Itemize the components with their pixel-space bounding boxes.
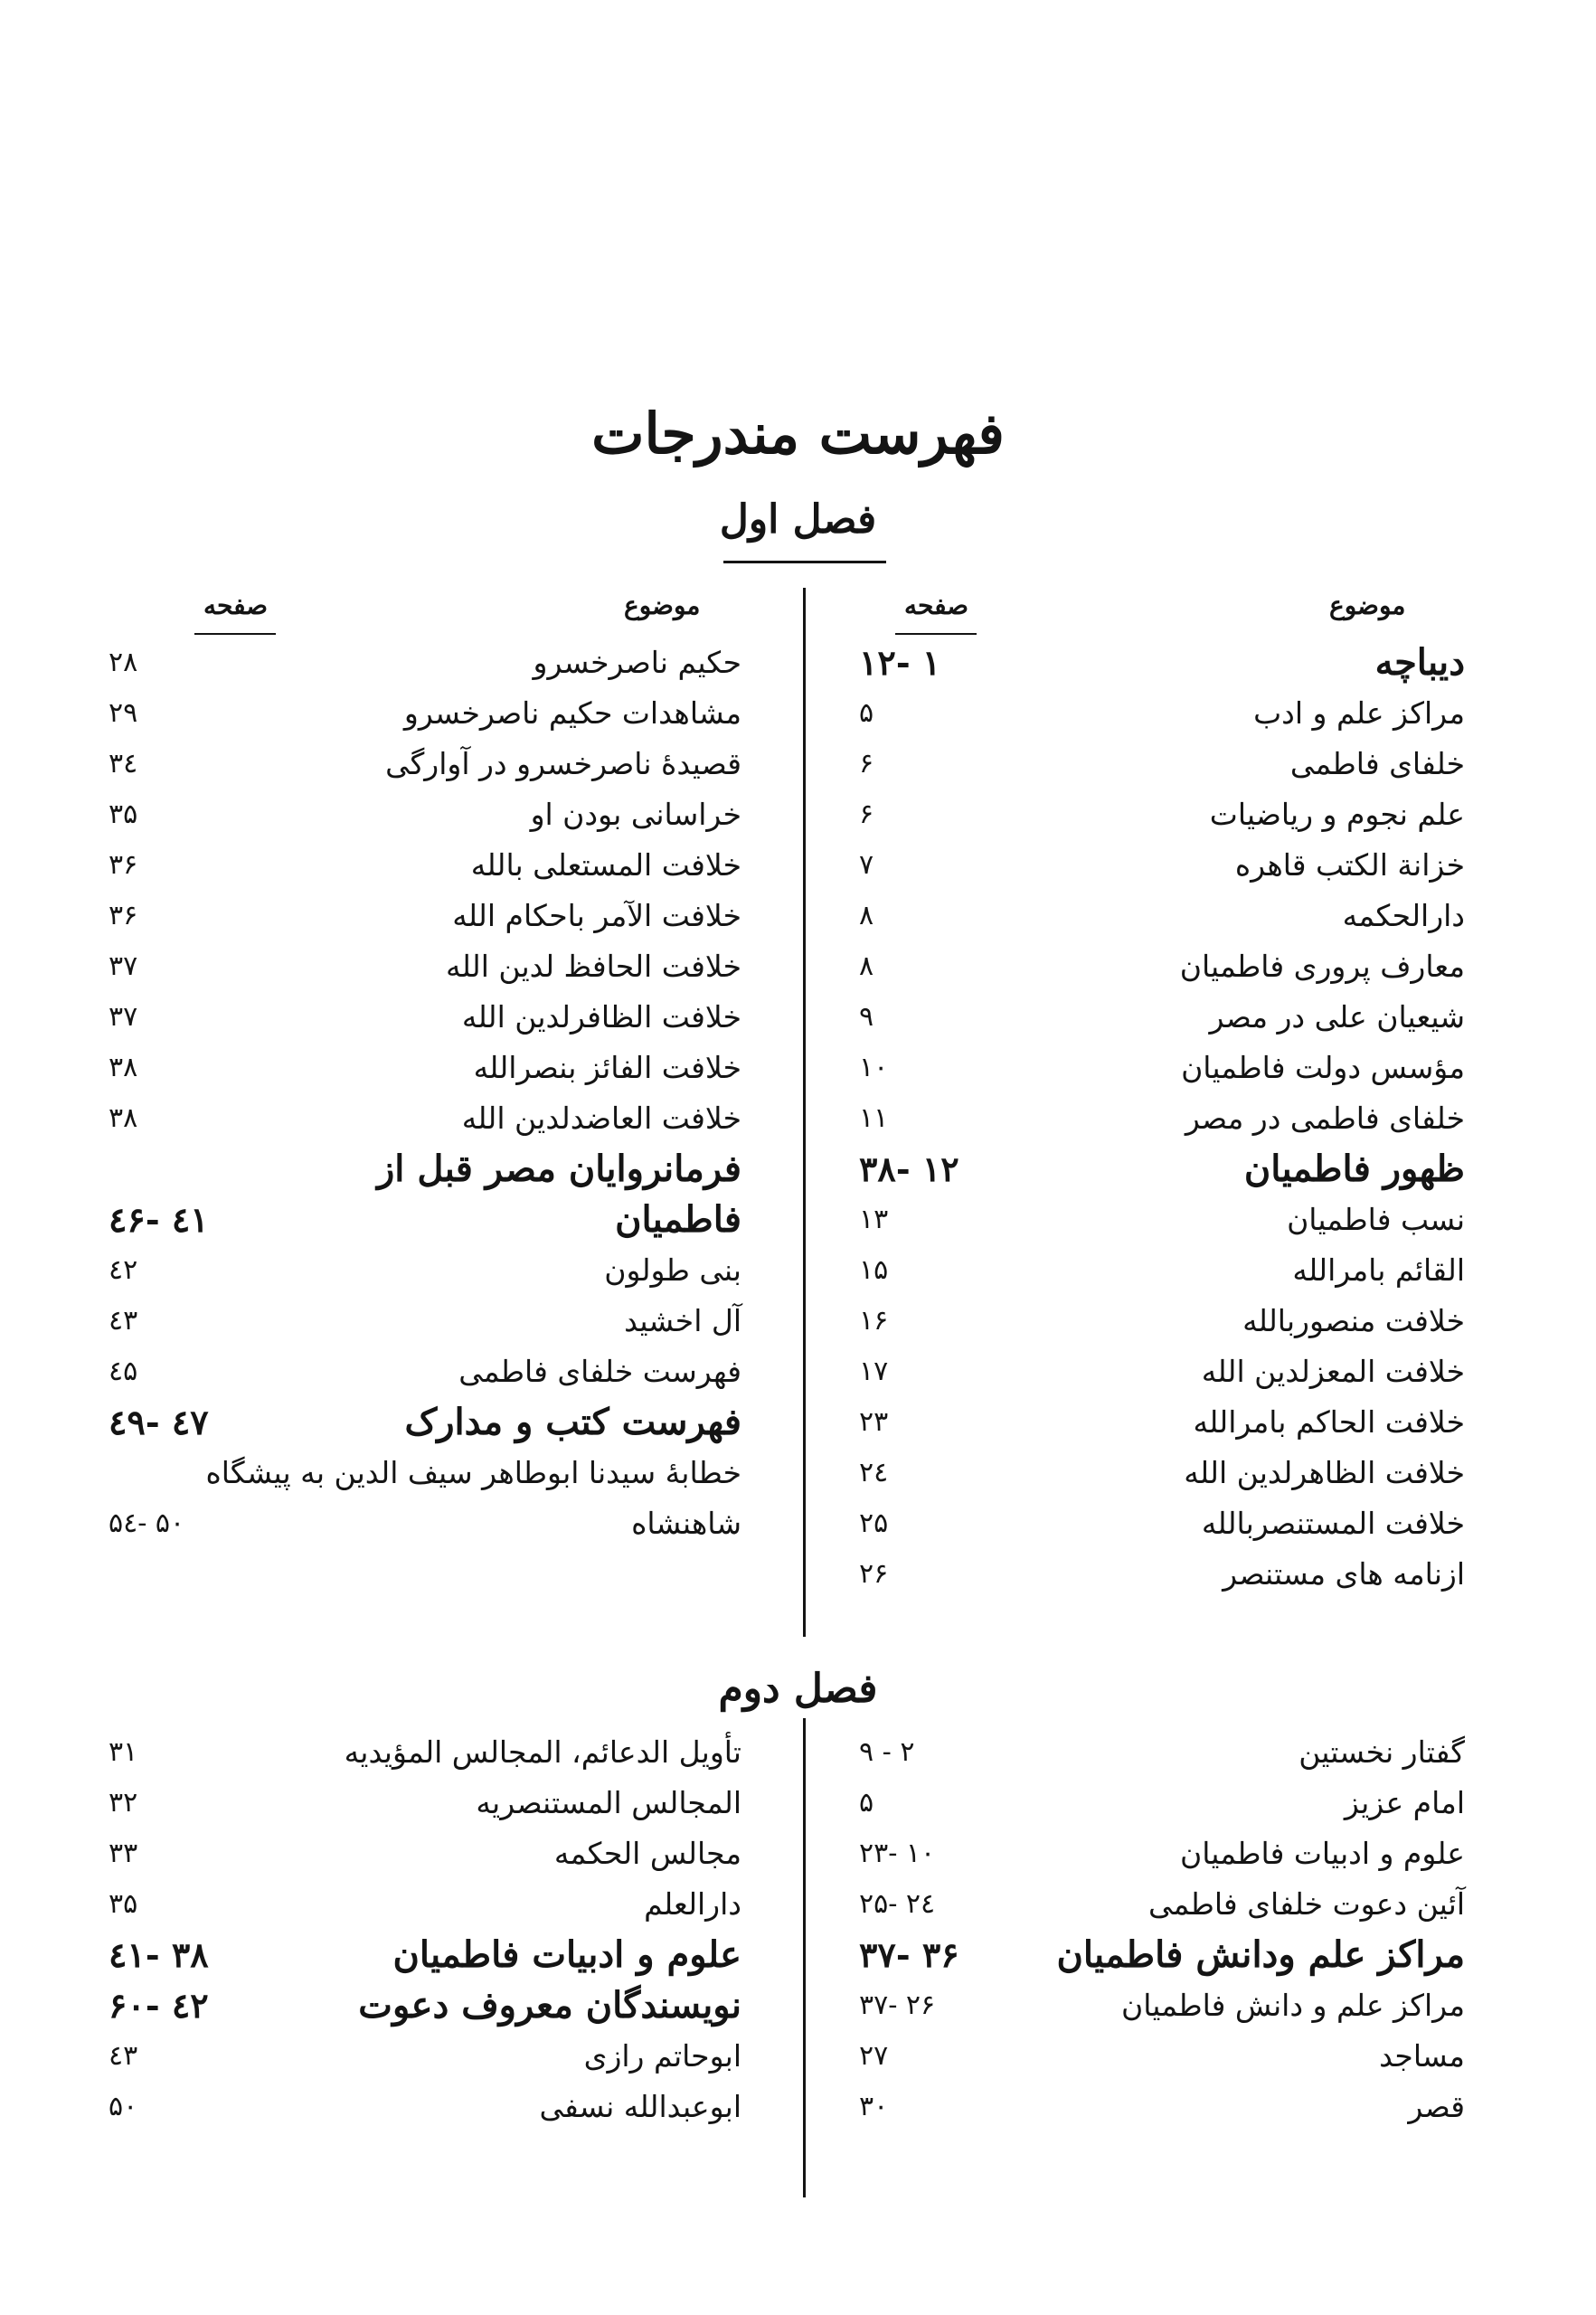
section-1-left-entry (109, 1144, 741, 1195)
section-1-left-entry-topic: فرمانروایان مصر قبل از (376, 1148, 741, 1190)
section-2-left-entry-pages: ۳۵ (109, 1888, 138, 1920)
section-1-left-entry (109, 638, 741, 688)
section-1-left-entry-pages: ٤۱ -٤۶ (109, 1199, 209, 1240)
section-1-left-entry-topic: فهرست خلفای فاطمی (458, 1354, 741, 1389)
section-1-left-entry (109, 789, 741, 840)
section-1-right-entry-topic: خلافت الحاکم بامرالله (1193, 1404, 1465, 1440)
section-2-right-entry-pages: ۲۷ (859, 2040, 889, 2072)
section-2-left-entry-pages: ۳۲ (109, 1787, 138, 1819)
section-1-right-entry-topic: مؤسس دولت فاطمیان (1181, 1050, 1465, 1085)
section-2-right-entry-pages: ۳۰ (859, 2091, 889, 2122)
section-1-left-entry (109, 1093, 741, 1144)
section-1-left-entry-topic: خلافت الظافرلدین الله (461, 999, 741, 1035)
section-2-right-entry (859, 1930, 1465, 1980)
section-1-left-entry-topic: فهرست کتب و مدارک (404, 1401, 741, 1443)
page-title: فهرست مندرجات (591, 401, 1005, 467)
section-1-left-entry-pages: ۳۸ (109, 1102, 138, 1134)
section-1-left-entry (109, 739, 741, 789)
section-1-right-entry-topic: خزانة الکتب قاهره (1234, 847, 1465, 883)
section-1-left-entry (109, 1296, 741, 1346)
section-1-right-entry-pages: ۱۲ -۳۸ (859, 1148, 959, 1189)
section-1-left-entry-topic: خلافت الفائز بنصرالله (473, 1050, 741, 1085)
column-divider-2 (803, 1718, 806, 2197)
right-page-header: صفحه (904, 591, 969, 620)
section-1-right-entry-pages: ۲٤ (859, 1457, 889, 1488)
section-1-right-entry-pages: ۲۶ (859, 1558, 889, 1590)
section-2-left-entry-topic: تأویل الدعائم، المجالس المؤیدیه (344, 1734, 741, 1770)
section-1-right-entry (859, 1296, 1465, 1346)
section-1-right-entry-pages: ۵ (859, 697, 874, 729)
section-2-right-entry-pages: ۲ - ۹ (859, 1736, 915, 1768)
section-1-left-entry-topic: حکیم ناصرخسرو (533, 645, 741, 680)
section-2-left-entry-topic: المجالس المستنصریه (476, 1785, 741, 1820)
left-page-header: صفحه (203, 591, 269, 620)
section-2-left-entry-pages: ۵۰ (109, 2091, 138, 2122)
section-1-left-entry-pages: ۳۶ (109, 849, 138, 881)
right-topic-header: موضوع (1329, 591, 1406, 620)
section-1-right-entry-topic: ازنامه های مستنصر (1223, 1556, 1465, 1592)
section-1-left-entry (109, 891, 741, 941)
section-2-left-entry-topic: ابوعبدالله نسفی (539, 2089, 741, 2124)
section-1-right-entry-topic: دیباچه (1374, 641, 1465, 684)
section-1-left-entry-topic: مشاهدات حکیم ناصرخسرو (403, 695, 741, 731)
section-1-left-entry-pages: ٤۷ -٤۹ (109, 1402, 209, 1442)
section-1-left-entry-pages: ٤۳ (109, 1305, 138, 1337)
section-1-left-entry-topic: خلافت العاضدلدین الله (461, 1101, 741, 1136)
section-1-underline (723, 561, 886, 563)
section-2-left-entry (109, 1879, 741, 1930)
section-2-left-entry-pages: ۳۳ (109, 1838, 138, 1869)
section-1-right-entry (859, 1195, 1465, 1245)
section-2-right-entry-topic: مراکز علم ودانش فاطمیان (1056, 1933, 1465, 1976)
section-2-left-entry-pages: ۳۱ (109, 1736, 138, 1768)
section-2-left-entry (109, 2082, 741, 2132)
left-topic-header: موضوع (624, 591, 701, 620)
section-1-left-entry-pages: ٤۲ (109, 1254, 138, 1286)
section-1-left-entry (109, 688, 741, 739)
section-2-left-entry (109, 1727, 741, 1778)
section-1-left-entry-pages: ۲۹ (109, 697, 138, 729)
section-1-right-entry-topic: خلافت المعزلدین الله (1201, 1354, 1465, 1389)
section-1-right-entry (859, 739, 1465, 789)
section-2-right-entry-pages: ۲۶ -۳۷ (859, 1989, 936, 2021)
section-1-right-entry-topic: القائم بامرالله (1292, 1252, 1465, 1288)
section-1-left-entry-topic: شاهنشاه (631, 1506, 741, 1541)
section-2-left-entry (109, 2031, 741, 2082)
section-1-right-entry-topic: خلفای فاطمی در مصر (1185, 1101, 1465, 1136)
section-1-right-entry-pages: ۱۶ (859, 1305, 889, 1337)
section-1-left-entry (109, 840, 741, 891)
section-1-left-entry-topic: خراسانی بودن او (530, 797, 741, 832)
section-1-right-entry-topic: دارالحکمه (1342, 898, 1465, 933)
section-1-right-entry-pages: ۱۱ (859, 1102, 889, 1134)
section-1-right-entry-pages: ۲۵ (859, 1507, 889, 1539)
section-1-left-entry (109, 1397, 741, 1448)
section-1-left-entry-topic: قصیدهٔ ناصرخسرو در آوارگی (385, 746, 741, 781)
section-1-right-entry (859, 789, 1465, 840)
section-1-left-entry (109, 1498, 741, 1549)
section-2-right-entry (859, 1879, 1465, 1930)
section-1-right-entry-topic: معارف پروری فاطمیان (1179, 949, 1465, 984)
section-1-right-entry-topic: ظهور فاطمیان (1243, 1148, 1465, 1190)
section-1-right-entry (859, 891, 1465, 941)
section-1-right-entry (859, 1498, 1465, 1549)
section-1-left-entry (109, 1346, 741, 1397)
section-1-right-entry-topic: شیعیان علی در مصر (1209, 999, 1465, 1035)
section-1-right-entry (859, 638, 1465, 688)
section-2-right-entry (859, 1828, 1465, 1879)
section-2-left-entry-topic: ابوحاتم رازی (583, 2038, 741, 2074)
section-1-left-entry (109, 1195, 741, 1245)
section-1-left-entry (109, 1448, 741, 1498)
section-1-left-entry-pages: ۳۶ (109, 900, 138, 931)
section-1-left-entry-topic: خلافت المستعلی بالله (470, 847, 741, 883)
section-1-right-entry-topic: علم نجوم و ریاضیات (1209, 797, 1465, 832)
section-1-left-entry-topic: فاطمیان (615, 1198, 741, 1241)
section-1-right-entry (859, 941, 1465, 992)
section-2-right-entry-pages: ۳۶ -۳۷ (859, 1934, 959, 1975)
section-1-right-entry-pages: ۹ (859, 1001, 874, 1033)
section-1-right-entry-pages: ۸ (859, 900, 874, 931)
section-1-left-entry-topic: خطابهٔ سیدنا ابوطاهر سیف الدین به پیشگاه (205, 1455, 741, 1490)
section-2-left-entry-pages: ٤۳ (109, 2040, 138, 2072)
section-1-left-entry-topic: آل اخشید (624, 1303, 741, 1338)
section-2-left-column (109, 1727, 741, 2132)
section-1-left-entry-pages: ۳۸ (109, 1052, 138, 1083)
section-1-right-entry-pages: ۱۳ (859, 1204, 889, 1235)
section-1-left-entry (109, 1245, 741, 1296)
section-1-left-entry-pages: ۳۷ (109, 1001, 138, 1033)
section-1-right-entry-topic: خلافت منصوربالله (1242, 1303, 1465, 1338)
section-2-left-entry-topic: نویسندگان معروف دعوت (358, 1984, 741, 2027)
section-1-right-column (859, 638, 1465, 1600)
section-1-right-entry-pages: ۲۳ (859, 1406, 889, 1438)
section-2-left-entry-topic: مجالس الحکمه (553, 1836, 741, 1871)
section-2-right-entry-topic: علوم و ادبیات فاطمیان (1179, 1836, 1465, 1871)
section-1-right-entry (859, 1093, 1465, 1144)
section-1-right-entry-pages: ۷ (859, 849, 874, 881)
section-1-left-entry-pages: ۳٤ (109, 748, 138, 780)
section-2-right-entry-topic: امام عزیز (1344, 1785, 1465, 1820)
section-1-right-entry (859, 1043, 1465, 1093)
section-2-left-entry (109, 1980, 741, 2031)
section-2-right-entry-topic: مراکز علم و دانش فاطمیان (1121, 1988, 1465, 2023)
section-1-right-entry-pages: ۱ -۱۲ (859, 642, 941, 683)
section-1-right-entry-pages: ۱۵ (859, 1254, 889, 1286)
section-1-left-entry-pages: ۲۸ (109, 647, 138, 678)
section-1-left-entry-pages: ٤۵ (109, 1356, 138, 1387)
section-1-left-entry (109, 992, 741, 1043)
section-1-right-entry-topic: خلافت المستنصربالله (1201, 1506, 1465, 1541)
section-1-left-entry-topic: خلافت الآمر باحکام الله (452, 898, 741, 933)
section-2-left-entry (109, 1778, 741, 1828)
section-2-right-entry (859, 1980, 1465, 2031)
section-1-right-entry (859, 688, 1465, 739)
section-1-left-entry-topic: بنی طولون (604, 1252, 741, 1288)
section-1-right-entry (859, 1245, 1465, 1296)
section-2-right-entry (859, 1727, 1465, 1778)
section-1-right-entry-pages: ۸ (859, 950, 874, 982)
section-2-left-entry-topic: دارالعلم (644, 1886, 741, 1922)
section-2-right-entry (859, 1778, 1465, 1828)
section-2-right-entry-pages: ۲٤ -۲۵ (859, 1888, 936, 1920)
section-1-right-entry (859, 840, 1465, 891)
section-1-right-entry-pages: ۱۰ (859, 1052, 889, 1083)
section-2-left-entry (109, 1930, 741, 1980)
section-1-right-entry (859, 1144, 1465, 1195)
section-1-right-entry-topic: خلفای فاطمی (1289, 746, 1465, 781)
section-2-right-entry-topic: مساجد (1379, 2038, 1465, 2074)
section-2-left-entry-pages: ۳۸ -٤۱ (109, 1934, 209, 1975)
section-1-left-entry-pages: ۳۵ (109, 798, 138, 830)
section-2-left-entry (109, 1828, 741, 1879)
section-2-right-entry (859, 2082, 1465, 2132)
section-1-left-column (109, 638, 741, 1549)
section-2-right-entry-topic: گفتار نخستین (1299, 1734, 1465, 1770)
section-2-heading: فصل دوم (718, 1666, 878, 1712)
section-1-right-entry-pages: ۶ (859, 798, 874, 830)
section-2-right-entry-pages: ۱۰ -۲۳ (859, 1838, 936, 1869)
section-1-right-entry (859, 1448, 1465, 1498)
section-1-left-entry (109, 941, 741, 992)
section-2-left-entry-topic: علوم و ادبیات فاطمیان (392, 1933, 741, 1976)
section-1-right-entry-topic: مراکز علم و ادب (1253, 695, 1465, 731)
section-1-right-entry (859, 992, 1465, 1043)
section-2-right-entry-pages: ۵ (859, 1787, 874, 1819)
section-1-right-entry (859, 1346, 1465, 1397)
section-1-right-entry-topic: نسب فاطمیان (1287, 1202, 1465, 1237)
section-1-right-entry-pages: ۶ (859, 748, 874, 780)
section-2-right-entry-topic: قصر (1408, 2089, 1465, 2124)
section-2-left-entry-pages: ٤۲ -۶۰ (109, 1985, 209, 2026)
section-2-right-entry-topic: آئین دعوت خلفای فاطمی (1148, 1886, 1465, 1922)
section-1-right-entry (859, 1549, 1465, 1600)
column-divider-1 (803, 588, 806, 1637)
section-1-right-entry-topic: خلافت الظاهرلدین الله (1184, 1455, 1465, 1490)
section-1-right-entry-pages: ۱۷ (859, 1356, 889, 1387)
section-1-left-entry (109, 1043, 741, 1093)
section-2-right-column (859, 1727, 1465, 2132)
right-header-rule (895, 633, 977, 635)
section-1-left-entry-pages: ۵۰ -۵٤ (109, 1507, 185, 1539)
section-1-heading: فصل اول (719, 496, 877, 543)
left-header-rule (194, 633, 276, 635)
section-1-left-entry-topic: خلافت الحافظ لدین الله (446, 949, 741, 984)
section-1-right-entry (859, 1397, 1465, 1448)
section-1-left-entry-pages: ۳۷ (109, 950, 138, 982)
section-2-right-entry (859, 2031, 1465, 2082)
